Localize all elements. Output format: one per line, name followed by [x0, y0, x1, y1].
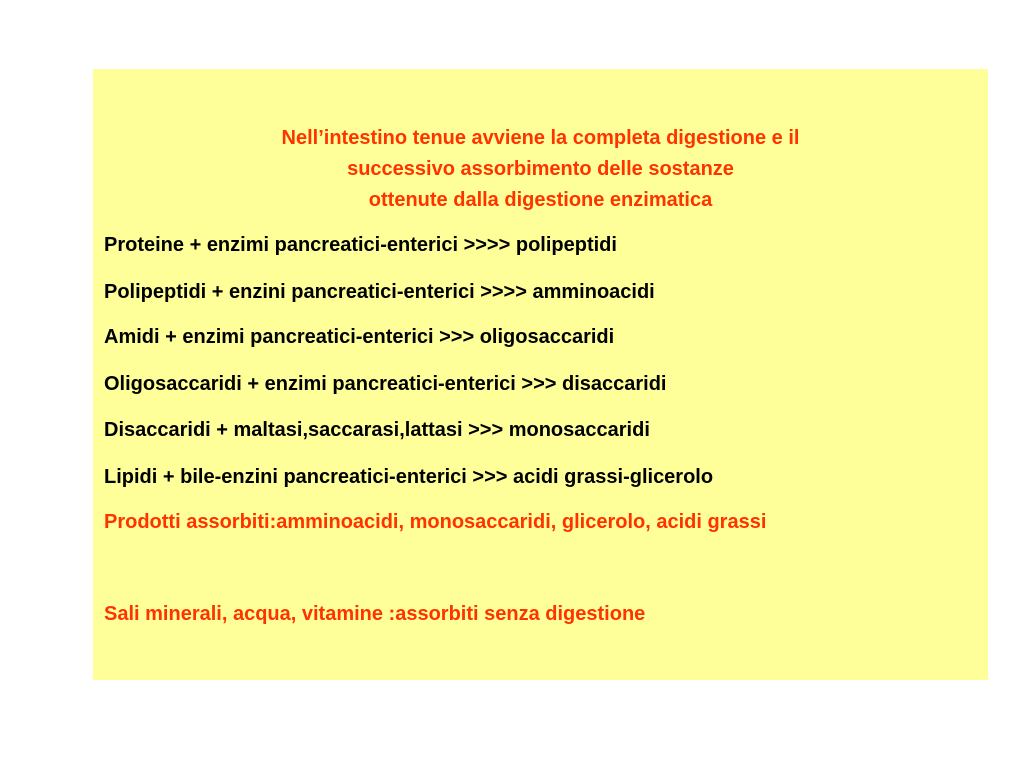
minerals-note: Sali minerali, acqua, vitamine :assorbiti senza digestione	[104, 603, 646, 625]
slide-title	[93, 123, 988, 216]
reaction-starch: Amidi + enzimi pancreatici-enterici >>> oligosaccaridi	[104, 326, 615, 348]
content-panel	[93, 69, 988, 680]
reaction-lipids: Lipidi + bile-enzini pancreatici-enterici >>> acidi grassi-glicerolo	[104, 466, 714, 488]
reaction-proteins: Proteine + enzimi pancreatici-enterici >>>> polipeptidi	[104, 234, 617, 256]
title-line-2: successivo assorbimento delle sostanze	[347, 158, 734, 180]
reaction-polypeptides: Polipeptidi + enzini pancreatici-enterici >>>> amminoacidi	[104, 281, 655, 303]
reaction-oligosaccharides: Oligosaccaridi + enzimi pancreatici-enterici >>> disaccaridi	[104, 373, 667, 395]
title-line-3: ottenute dalla digestione enzimatica	[368, 189, 713, 211]
title-line-1: Nell’intestino tenue avviene la completa digestione e il	[281, 127, 800, 149]
absorbed-products: Prodotti assorbiti:amminoacidi, monosaccaridi, glicerolo, acidi grassi	[104, 511, 767, 533]
reaction-disaccharides: Disaccaridi + maltasi,saccarasi,lattasi >>> monosaccaridi	[104, 419, 650, 441]
